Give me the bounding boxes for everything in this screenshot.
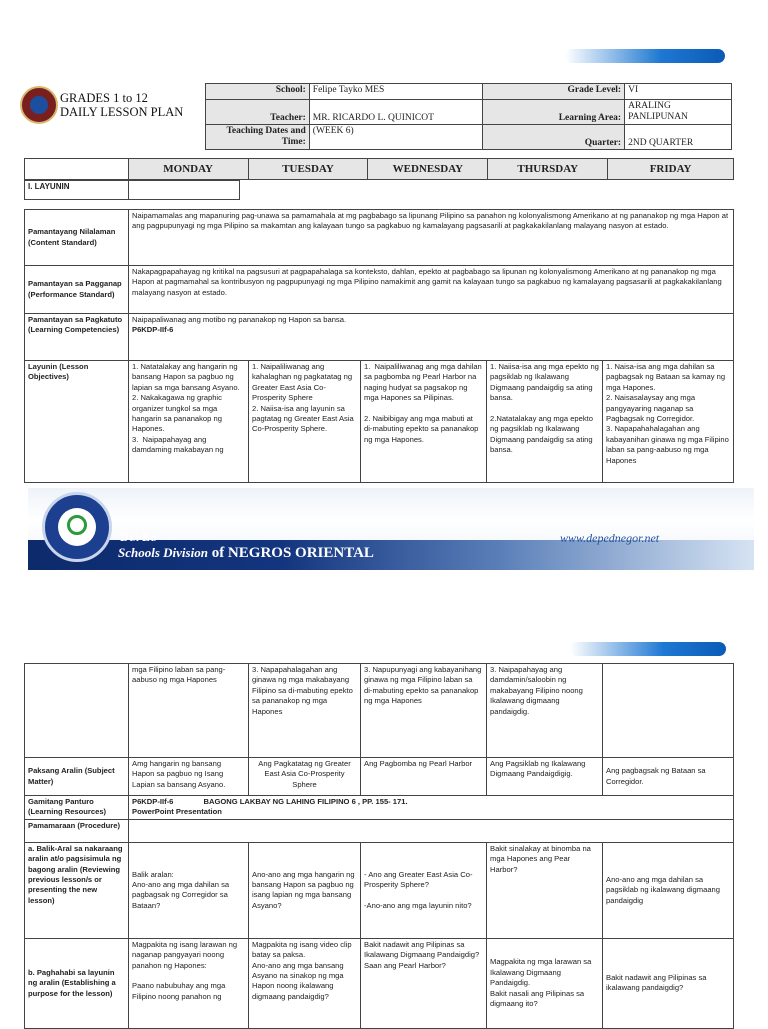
dates-value: (WEEK 6) — [309, 125, 483, 150]
subject-wednesday: Ang Pagbomba ng Pearl Harbor — [361, 758, 487, 796]
objective-thursday: 1. Naiisa-isa ang mga epekto ng pagsiklab ng Ikalawang Digmaang pandaigdig sa ating bansa. 2.Natatalakay ang mga epekto ng pagsiklab ng Ikalawang Digmaang pandaigdig sa ating bansa. — [487, 361, 603, 483]
objective-monday: 1. Natatalakay ang hangarin ng bansang Hapon sa pagbuo ng lapian sa mga bansang Asyano. 2. Nakakagawa ng graphic organizer tungkol sa mga hangarin sa pananakop ng Hapones. 3. Naipapahayag ang damdaming makabayan ng — [129, 361, 249, 483]
competency-cell — [129, 314, 734, 361]
school-label: School: — [206, 84, 310, 100]
resources-label: Gamitang Panturo (Learning Resources) — [25, 796, 129, 820]
review-friday: Ano-ano ang mga dahilan sa pagsiklab ng ikalawang digmaang pandaigdig — [603, 842, 734, 938]
content-standard-label: Pamantayang Nilalaman (Content Standard) — [25, 210, 129, 266]
review-monday: Balik aralan: Ano-ano ang mga dahilan sa pagbagsak ng Corregidor sa Bataan? — [129, 842, 249, 938]
dates-label-line1: Teaching Dates and — [226, 126, 306, 136]
teacher-value: MR. RICARDO L. QUINICOT — [309, 100, 483, 125]
deped-wordmark: DepEd — [120, 530, 158, 544]
resources-cell — [129, 796, 734, 820]
purpose-tuesday: Magpakita ng isang video clip batay sa paksa. Ano-ano ang mga bansang Asyano na sinakop ng mga Hapon noong ikalawang digmaang pandaigdig? — [249, 938, 361, 1028]
division-title — [118, 545, 374, 562]
header-swoosh-page2 — [570, 642, 726, 656]
deped-seal-icon — [42, 492, 112, 562]
website-url[interactable]: www.depednegor.net — [560, 531, 660, 545]
resources-ppt: PowerPoint Presentation — [132, 807, 222, 817]
days-corner-cell — [25, 159, 129, 180]
layunin-row — [24, 180, 240, 200]
cont-friday — [603, 664, 734, 758]
resources-book: BAGONG LAKBAY NG LAHING FILIPINO 6 , PP. 155- 171. — [203, 797, 408, 806]
performance-standard-text: Nakapagpapahayag ng kritikal na pagsusuri at pagpapahalaga sa konteksto, dahlan, epekto at pagbabago sa lipunan ng kolonyalismong Amerikano at ng pananakop ng mga Hapon at pagmamahal sa kontribusyon ng pagpupunyagi ng mga Pilipino namakimit ang gamit na kalayaan tungo sa pagkabuo ng kamalayang pagsasarili at pagkakakilanlang malayang nasyon at estado. — [129, 266, 734, 314]
purpose-monday: Magpakita ng isang larawan ng naganap pangyayari noong panahon ng Hapones: Paano nabubuhay ang mga Filipino noong panahon ng — [129, 938, 249, 1028]
objective-tuesday: 1. Naipaliliwanag ang kahalaghan ng pagkatatag ng Greater East Asia Co-Prosperity Sphere 2. Naiisa-isa ang layunin sa pagtatag ng Greater East Asia Co-Prosperity Sphere. — [249, 361, 361, 483]
day-wednesday: WEDNESDAY — [368, 159, 488, 180]
objectives-label: Layunin (Lesson Objectives) — [25, 361, 129, 483]
day-friday: FRIDAY — [608, 159, 734, 180]
purpose-thursday: Magpakita ng mga larawan sa Ikalawang Digmaang Pandaigdig. Bakit nasali ang Pilipinas sa digmaang ito? — [487, 938, 603, 1028]
objective-wednesday: 1. Naipaliliwanag ang mga dahilan sa pagbomba ng Pearl Harbor na naging hudyat sa pagsakop ng mga Hapones sa Pilipinas. 2. Naibibigay ang mga mabuti at di-mabuting epekto sa pananakop ng mga Hapones. — [361, 361, 487, 483]
deped-logo — [20, 86, 58, 124]
layunin-label: I. LAYUNIN — [25, 181, 129, 200]
cont-thursday: 3. Naipapahayag ang damdamin/saloobin ng makabayang Filipino noong Ikalawang digmaang pandaigdig. — [487, 664, 603, 758]
school-value: Felipe Tayko MES — [309, 84, 483, 100]
quarter-value: 2ND QUARTER — [625, 125, 732, 150]
grade-value: VI — [625, 84, 732, 100]
purpose-friday: Bakit nadawit ang Pilipinas sa ikalawang pandaigdig? — [603, 938, 734, 1028]
area-value-line2: PANLIPUNAN — [628, 112, 688, 122]
review-thursday: Bakit sinalakay at binomba na mga Hapones ang Pear Harbor? — [487, 842, 603, 938]
procedure-label: Pamamaraan (Procedure) — [25, 819, 129, 842]
purpose-wednesday: Bakit nadawit ang Pilipinas sa Ikalawang Digmaang Pandaigdig? Saan ang Pearl Harbor? — [361, 938, 487, 1028]
grade-label: Grade Level: — [483, 84, 625, 100]
day-thursday: THURSDAY — [488, 159, 608, 180]
subject-tuesday: Ang Pagkatatag ng Greater East Asia Co-Prosperity Sphere — [249, 758, 361, 796]
purpose-label: b. Paghahabi sa layunin ng aralin (Establishing a purpose for the lesson) — [25, 938, 129, 1028]
cont-monday: mga Filipino laban sa pang-aabuso ng mga Hapones — [129, 664, 249, 758]
competency-code: P6KDP-IIf-6 — [132, 325, 174, 335]
review-wednesday: - Ano ang Greater East Asia Co-Prosperity Sphere? -Ano-ano ang mga layunin nito? — [361, 842, 487, 938]
deped-division-banner — [28, 488, 754, 570]
division-name: of NEGROS ORIENTAL — [211, 545, 374, 561]
title-line1: GRADES 1 to 12 — [60, 91, 148, 105]
cont-wednesday: 3. Napupunyagi ang kabayanihang ginawa ng mga Filipino laban sa di-mabuting epekto sa pananakop ng mga Hapones — [361, 664, 487, 758]
lesson-plan-title — [60, 91, 183, 119]
review-label: a. Balik-Aral sa nakaraang aralin at/o pagsisimula ng bagong aralin (Reviewing previous lesson/s or presenting the new lesson) — [25, 842, 129, 938]
area-value-line1: ARALING — [628, 101, 671, 111]
review-tuesday: Ano-ano ang mga hangarin ng bansang Hapon sa pagbuo ng isang lapian ng mga bansang Asyano? — [249, 842, 361, 938]
cont-tuesday: 3. Napapahalagahan ang ginawa ng mga makabayang Filipino sa di-mabuting epekto sa pananakop ng mga Hapones — [249, 664, 361, 758]
procedure-blank — [129, 819, 734, 842]
area-value — [625, 100, 732, 125]
content-standard-text: Naipamamalas ang mapanuring pag-unawa sa pamamahala at mg pagbabago sa lipunang Pilipino sa panahon ng kolonyalismong Amerikano at ng pananakop ng mga Hapon at ang pagpupunyagi ng mga Pilipino sa makamtan ang kalayaan tungo sa pagkabuo ng kamalayang pagsasarili at pagkakakilanlang malayang nasyon at estado. — [129, 210, 734, 266]
competency-text: Naipapaliwanag ang motibo ng pananakop ng Hapon sa bansa. — [132, 315, 347, 324]
subject-monday: Amg hangarin ng bansang Hapon sa pagbuo ng Isang Lapian sa bansang Asyano. — [129, 758, 249, 796]
title-line2: DAILY LESSON PLAN — [60, 105, 184, 119]
continuation-label — [25, 664, 129, 758]
days-header-table — [24, 158, 734, 180]
competency-label: Pamantayan sa Pagkatuto (Learning Competencies) — [25, 314, 129, 361]
procedure-table — [24, 663, 734, 1029]
resources-code: P6KDP-IIf-6 — [132, 797, 174, 806]
quarter-label: Quarter: — [483, 125, 625, 150]
subject-label: Paksang Aralin (Subject Matter) — [25, 758, 129, 796]
dates-label — [206, 125, 310, 150]
header-info-table — [205, 83, 732, 150]
area-label: Learning Area: — [483, 100, 625, 125]
layunin-blank — [128, 181, 239, 200]
resources-line1 — [132, 797, 730, 807]
objective-friday: 1. Naisa-isa ang mga dahilan sa pagbagsak ng Bataan sa kamay ng mga Hapones. 2. Naisasalaysay ang mga pangyayaring naganap sa Pagbagsak ng Corregidor. 3. Napapahahalagahan ang kabayanihan ginawa ng mga Filipino laban sa pang-aabuso ng mga Hapones — [603, 361, 734, 483]
header-swoosh — [565, 49, 725, 63]
standards-table — [24, 209, 734, 483]
day-tuesday: TUESDAY — [248, 159, 368, 180]
day-monday: MONDAY — [128, 159, 248, 180]
subject-thursday: Ang Pagsiklab ng Ikalawang Digmaang Pandaigdigig. — [487, 758, 603, 796]
performance-standard-label: Pamantayan sa Pagganap (Performance Standard) — [25, 266, 129, 314]
subject-friday: Ang pagbagsak ng Bataan sa Corregidor. — [603, 758, 734, 796]
division-script: Schools Division — [118, 545, 208, 560]
teacher-label: Teacher: — [206, 100, 310, 125]
dates-label-line2: Time: — [281, 137, 306, 147]
